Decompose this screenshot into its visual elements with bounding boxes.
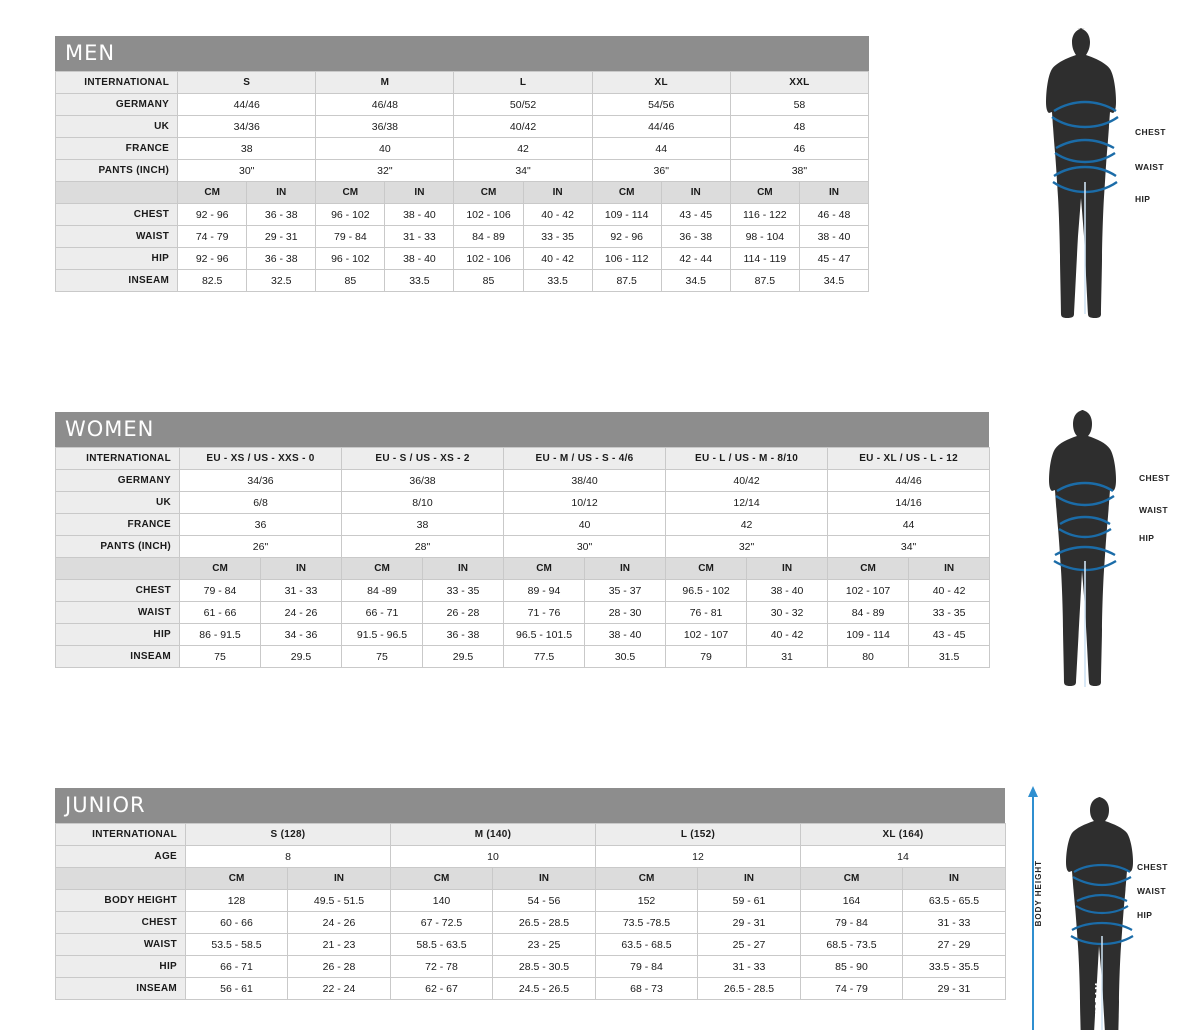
cell: 38 - 40 [747,580,828,602]
cell: 12 [596,846,801,868]
unit-cell: CM [342,558,423,580]
cell: 50/52 [454,94,592,116]
cell: 84 -89 [342,580,423,602]
cell: 31 - 33 [385,226,454,248]
cell: 79 [666,646,747,668]
table-row [56,824,1006,846]
cell: 36 - 38 [247,248,316,270]
unit-cell: CM [592,182,661,204]
cell: 34" [454,160,592,182]
cell: 66 - 71 [342,602,423,624]
figure-label-chest: CHEST [1137,862,1168,872]
cell: 12/14 [666,492,828,514]
cell: 46 [730,138,868,160]
cell: 30" [504,536,666,558]
cell: 96 - 102 [316,248,385,270]
row-label: CHEST [56,204,178,226]
cell: 79 - 84 [801,912,903,934]
cell: 92 - 96 [178,248,247,270]
figure-label-chest: CHEST [1139,473,1170,483]
cell: 36" [592,160,730,182]
cell: 36 - 38 [661,226,730,248]
cell: 152 [596,890,698,912]
table-row [56,624,990,646]
figure-label-body-height: BODY HEIGHT [1034,860,1043,927]
cell: 8/10 [342,492,504,514]
cell: 75 [180,646,261,668]
unit-cell: IN [903,868,1006,890]
cell: 34.5 [799,270,868,292]
cell: 40 - 42 [909,580,990,602]
cell: 27 - 29 [903,934,1006,956]
row-label: FRANCE [56,138,178,160]
figure-label-waist: WAIST [1137,886,1166,896]
cell: 63.5 - 65.5 [903,890,1006,912]
cell: 34/36 [180,470,342,492]
table-row [56,226,869,248]
col-header: EU - XS / US - XXS - 0 [180,448,342,470]
table-row [56,912,1006,934]
cell: 96.5 - 102 [666,580,747,602]
cell: 102 - 106 [454,248,523,270]
cell: 31 - 33 [698,956,801,978]
cell: 38 - 40 [799,226,868,248]
cell: 59 - 61 [698,890,801,912]
table-row [56,72,869,94]
cell: 45 - 47 [799,248,868,270]
figure-label-inseam: INSEAM [1077,650,1086,688]
row-label: INTERNATIONAL [56,448,180,470]
cell: 38" [730,160,868,182]
cell: 33 - 35 [423,580,504,602]
size-table-women [55,447,990,668]
cell: 85 [316,270,385,292]
cell: 26.5 - 28.5 [493,912,596,934]
size-chart-men [55,36,869,292]
cell: 26 - 28 [288,956,391,978]
table-row [56,204,869,226]
unit-cell: CM [666,558,747,580]
unit-cell: CM [596,868,698,890]
cell: 30 - 32 [747,602,828,624]
cell: 91.5 - 96.5 [342,624,423,646]
cell: 26" [180,536,342,558]
table-row [56,646,990,668]
col-header: XL [592,72,730,94]
cell: 42 [666,514,828,536]
figure-label-hip: HIP [1135,194,1151,204]
unit-cell: IN [261,558,342,580]
cell: 35 - 37 [585,580,666,602]
cell: 21 - 23 [288,934,391,956]
unit-cell: CM [186,868,288,890]
cell: 33.5 - 35.5 [903,956,1006,978]
cell: 44 [828,514,990,536]
col-header: S (128) [186,824,391,846]
cell: 43 - 45 [661,204,730,226]
table-row [56,270,869,292]
cell: 98 - 104 [730,226,799,248]
cell: 30" [178,160,316,182]
cell: 46/48 [316,94,454,116]
unit-cell: IN [247,182,316,204]
row-label: CHEST [56,580,180,602]
table-row-units [56,868,1006,890]
unit-cell: CM [730,182,799,204]
cell: 44/46 [178,94,316,116]
size-chart-junior [55,788,1005,1000]
table-row [56,890,1006,912]
figure-label-inseam: INSEAM [1094,982,1103,1020]
cell: 58 [730,94,868,116]
cell: 48 [730,116,868,138]
col-header: EU - M / US - S - 4/6 [504,448,666,470]
row-label: WAIST [56,934,186,956]
col-header: L [454,72,592,94]
cell: 44/46 [592,116,730,138]
cell: 30.5 [585,646,666,668]
unit-cell: CM [391,868,493,890]
cell: 29.5 [261,646,342,668]
cell: 33 - 35 [909,602,990,624]
cell: 63.5 - 68.5 [596,934,698,956]
unit-cell: IN [799,182,868,204]
cell: 24.5 - 26.5 [493,978,596,1000]
row-label: HIP [56,624,180,646]
table-row [56,934,1006,956]
table-row [56,116,869,138]
cell: 49.5 - 51.5 [288,890,391,912]
unit-cell: IN [585,558,666,580]
cell: 72 - 78 [391,956,493,978]
cell: 32" [316,160,454,182]
cell: 28.5 - 30.5 [493,956,596,978]
unit-cell: IN [523,182,592,204]
cell: 34/36 [178,116,316,138]
row-label: INSEAM [56,978,186,1000]
row-label: INSEAM [56,646,180,668]
figure-label-chest: CHEST [1135,127,1166,137]
figure-label-waist: WAIST [1135,162,1164,172]
row-label: PANTS (INCH) [56,536,180,558]
cell: 89 - 94 [504,580,585,602]
row-label: PANTS (INCH) [56,160,178,182]
cell: 79 - 84 [316,226,385,248]
cell: 28" [342,536,504,558]
cell: 29 - 31 [903,978,1006,1000]
cell-blank [56,868,186,890]
cell: 33.5 [523,270,592,292]
unit-cell: IN [288,868,391,890]
cell: 34.5 [661,270,730,292]
unit-cell: IN [698,868,801,890]
row-label: UK [56,492,180,514]
cell: 164 [801,890,903,912]
cell: 31 - 33 [903,912,1006,934]
cell: 33.5 [385,270,454,292]
cell: 87.5 [730,270,799,292]
cell: 92 - 96 [592,226,661,248]
row-label: AGE [56,846,186,868]
cell: 40 [316,138,454,160]
cell: 116 - 122 [730,204,799,226]
cell: 79 - 84 [180,580,261,602]
cell: 23 - 25 [493,934,596,956]
cell: 36/38 [316,116,454,138]
cell: 14/16 [828,492,990,514]
cell: 140 [391,890,493,912]
cell: 66 - 71 [186,956,288,978]
cell: 29 - 31 [247,226,316,248]
col-header: M [316,72,454,94]
table-row [56,514,990,536]
size-table-men [55,71,869,292]
row-label: INSEAM [56,270,178,292]
cell: 40 - 42 [523,248,592,270]
table-row [56,580,990,602]
cell: 102 - 107 [666,624,747,646]
cell: 73.5 -78.5 [596,912,698,934]
cell: 10 [391,846,596,868]
cell: 32.5 [247,270,316,292]
cell: 62 - 67 [391,978,493,1000]
cell: 102 - 106 [454,204,523,226]
cell: 38 - 40 [585,624,666,646]
table-row [56,978,1006,1000]
unit-cell: IN [909,558,990,580]
cell: 43 - 45 [909,624,990,646]
cell: 40 - 42 [523,204,592,226]
row-label: WAIST [56,602,180,624]
cell: 92 - 96 [178,204,247,226]
cell: 68 - 73 [596,978,698,1000]
cell: 109 - 114 [592,204,661,226]
figure-label-inseam: INSEAM [1077,277,1086,315]
chart-title-men: MEN [55,36,869,71]
cell: 77.5 [504,646,585,668]
chart-title-junior: JUNIOR [55,788,1005,823]
row-label: WAIST [56,226,178,248]
table-row [56,470,990,492]
cell: 38/40 [504,470,666,492]
row-label: GERMANY [56,470,180,492]
cell: 29 - 31 [698,912,801,934]
cell-blank [56,558,180,580]
cell: 67 - 72.5 [391,912,493,934]
cell: 86 - 91.5 [180,624,261,646]
table-row [56,248,869,270]
unit-cell: IN [493,868,596,890]
unit-cell: CM [316,182,385,204]
cell: 34" [828,536,990,558]
cell: 36/38 [342,470,504,492]
cell: 36 - 38 [423,624,504,646]
cell: 24 - 26 [288,912,391,934]
table-row [56,602,990,624]
figure-label-hip: HIP [1139,533,1155,543]
table-row [56,492,990,514]
cell: 84 - 89 [454,226,523,248]
row-label: BODY HEIGHT [56,890,186,912]
chart-title-women: WOMEN [55,412,989,447]
cell: 79 - 84 [596,956,698,978]
cell: 54 - 56 [493,890,596,912]
cell: 38 [342,514,504,536]
size-table-junior [55,823,1006,1000]
cell: 33 - 35 [523,226,592,248]
cell: 8 [186,846,391,868]
cell: 75 [342,646,423,668]
col-header: EU - XL / US - L - 12 [828,448,990,470]
unit-cell: CM [454,182,523,204]
cell: 85 [454,270,523,292]
cell: 32" [666,536,828,558]
table-row [56,138,869,160]
cell: 40/42 [454,116,592,138]
row-label: UK [56,116,178,138]
cell: 42 [454,138,592,160]
unit-cell: CM [801,868,903,890]
cell: 34 - 36 [261,624,342,646]
cell: 42 - 44 [661,248,730,270]
figure-label-hip: HIP [1137,910,1153,920]
cell: 96.5 - 101.5 [504,624,585,646]
unit-cell: IN [747,558,828,580]
cell: 25 - 27 [698,934,801,956]
cell: 24 - 26 [261,602,342,624]
cell: 28 - 30 [585,602,666,624]
cell: 14 [801,846,1006,868]
col-header: L (152) [596,824,801,846]
table-row-units [56,182,869,204]
cell: 96 - 102 [316,204,385,226]
cell: 38 - 40 [385,248,454,270]
cell: 40/42 [666,470,828,492]
col-header: S [178,72,316,94]
cell: 31 [747,646,828,668]
body-figure-men [1035,22,1180,322]
cell: 38 - 40 [385,204,454,226]
table-row [56,846,1006,868]
col-header: M (140) [391,824,596,846]
cell: 53.5 - 58.5 [186,934,288,956]
table-row [56,160,869,182]
row-label: FRANCE [56,514,180,536]
cell: 82.5 [178,270,247,292]
row-label: HIP [56,956,186,978]
col-header: EU - L / US - M - 8/10 [666,448,828,470]
col-header: XXL [730,72,868,94]
cell: 71 - 76 [504,602,585,624]
row-label: GERMANY [56,94,178,116]
table-row [56,956,1006,978]
cell: 46 - 48 [799,204,868,226]
table-row [56,94,869,116]
cell: 10/12 [504,492,666,514]
unit-cell: CM [180,558,261,580]
cell: 40 [504,514,666,536]
cell: 6/8 [180,492,342,514]
cell: 40 - 42 [747,624,828,646]
cell: 44 [592,138,730,160]
cell-blank [56,182,178,204]
cell: 36 - 38 [247,204,316,226]
cell: 85 - 90 [801,956,903,978]
table-row [56,448,990,470]
unit-cell: CM [178,182,247,204]
cell: 54/56 [592,94,730,116]
cell: 36 [180,514,342,536]
unit-cell: IN [661,182,730,204]
size-chart-women [55,412,989,668]
cell: 76 - 81 [666,602,747,624]
cell: 106 - 112 [592,248,661,270]
col-header: XL (164) [801,824,1006,846]
cell: 109 - 114 [828,624,909,646]
cell: 60 - 66 [186,912,288,934]
cell: 114 - 119 [730,248,799,270]
row-label: INTERNATIONAL [56,72,178,94]
body-figure-junior [1020,782,1180,1030]
cell: 22 - 24 [288,978,391,1000]
cell: 68.5 - 73.5 [801,934,903,956]
unit-cell: CM [828,558,909,580]
cell: 31 - 33 [261,580,342,602]
cell: 44/46 [828,470,990,492]
row-label: INTERNATIONAL [56,824,186,846]
cell: 56 - 61 [186,978,288,1000]
unit-cell: CM [504,558,585,580]
cell: 26 - 28 [423,602,504,624]
unit-cell: IN [423,558,504,580]
cell: 84 - 89 [828,602,909,624]
unit-cell: IN [385,182,454,204]
cell: 58.5 - 63.5 [391,934,493,956]
cell: 61 - 66 [180,602,261,624]
figure-label-waist: WAIST [1139,505,1168,515]
body-figure-women [1035,405,1180,695]
table-row [56,536,990,558]
cell: 80 [828,646,909,668]
cell: 74 - 79 [178,226,247,248]
cell: 31.5 [909,646,990,668]
cell: 74 - 79 [801,978,903,1000]
cell: 29.5 [423,646,504,668]
row-label: HIP [56,248,178,270]
cell: 102 - 107 [828,580,909,602]
cell: 38 [178,138,316,160]
col-header: EU - S / US - XS - 2 [342,448,504,470]
cell: 26.5 - 28.5 [698,978,801,1000]
row-label: CHEST [56,912,186,934]
cell: 87.5 [592,270,661,292]
table-row-units [56,558,990,580]
cell: 128 [186,890,288,912]
